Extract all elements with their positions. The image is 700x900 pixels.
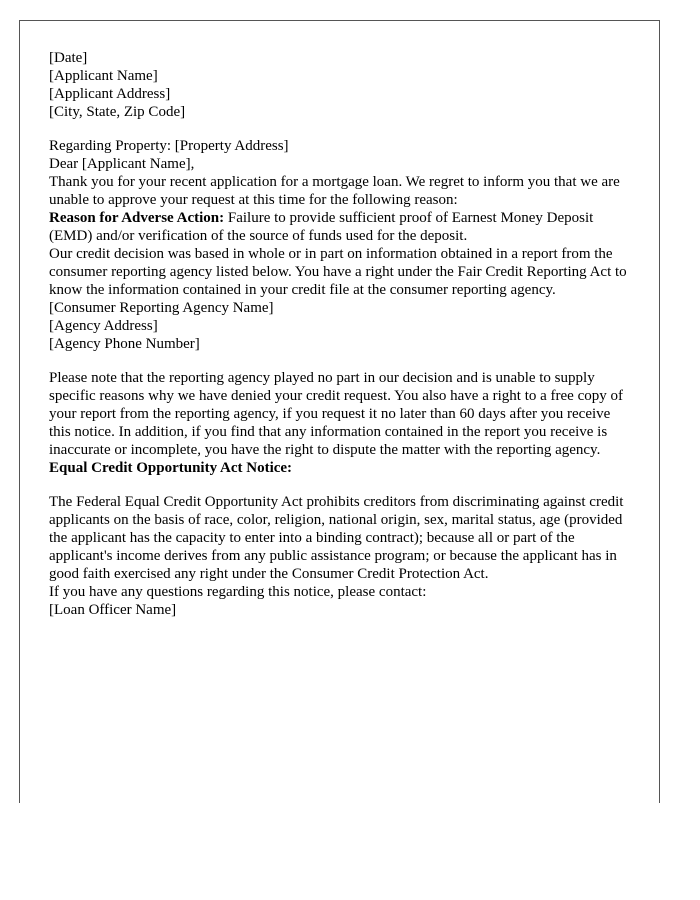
questions-line: If you have any questions regarding this notice, please contact: — [49, 584, 427, 600]
loan-officer-name: [Loan Officer Name] — [49, 602, 177, 618]
ecoa-heading: Equal Credit Opportunity Act Notice: — [49, 460, 293, 476]
reason-label: Reason for Adverse Action: — [49, 210, 225, 226]
ecoa-paragraph: The Federal Equal Credit Opportunity Act prohibits creditors from discriminating against credit applicants on the basis of race, color, religion, national origin, sex, marital status, age (provided the applicant has the capacity to enter into a binding contract); because all or part of the applicant's income derives from any public assistance program; or because the applicant has in good faith exercised any right under the Consumer Credit Protection Act. — [49, 494, 624, 582]
applicant-name: [Applicant Name] — [49, 68, 158, 84]
agency-name: [Consumer Reporting Agency Name] — [49, 300, 274, 316]
note-paragraph: Please note that the reporting agency played no part in our decision and is unable to supply specific reasons why we have denied your credit request. You also have a right to a free copy of your report from the reporting agency, if you request it no later than 60 days after you receive this notice. In addition, if you find that any information contained in the report you receive is inaccurate or incomplete, you have the right to dispute the matter with the reporting agency. — [49, 370, 623, 458]
credit-decision-paragraph: Our credit decision was based in whole or in part on information obtained in a report from the consumer reporting agency listed below. You have a right under the Fair Credit Reporting Act to know the information contained in your credit file at the consumer reporting agency. — [49, 246, 627, 298]
reason-text: Failure to provide sufficient proof of Earnest Money Deposit (EMD) and/or verification of the source of funds used for the deposit. — [49, 210, 594, 244]
intro-paragraph: Thank you for your recent application for a mortgage loan. We regret to inform you that we are unable to approve your request at this time for the following reason: — [49, 174, 620, 208]
agency-address: [Agency Address] — [49, 318, 158, 334]
agency-phone: [Agency Phone Number] — [49, 336, 200, 352]
applicant-address: [Applicant Address] — [49, 86, 171, 102]
letter-date: [Date] — [49, 50, 88, 66]
applicant-address-block — [49, 67, 630, 121]
letter-page — [19, 20, 660, 803]
regarding-line: Regarding Property: [Property Address] — [49, 138, 289, 154]
reason-paragraph — [49, 209, 630, 245]
salutation: Dear [Applicant Name], — [49, 156, 195, 172]
agency-address-block — [49, 299, 630, 353]
applicant-city-state-zip: [City, State, Zip Code] — [49, 104, 186, 120]
